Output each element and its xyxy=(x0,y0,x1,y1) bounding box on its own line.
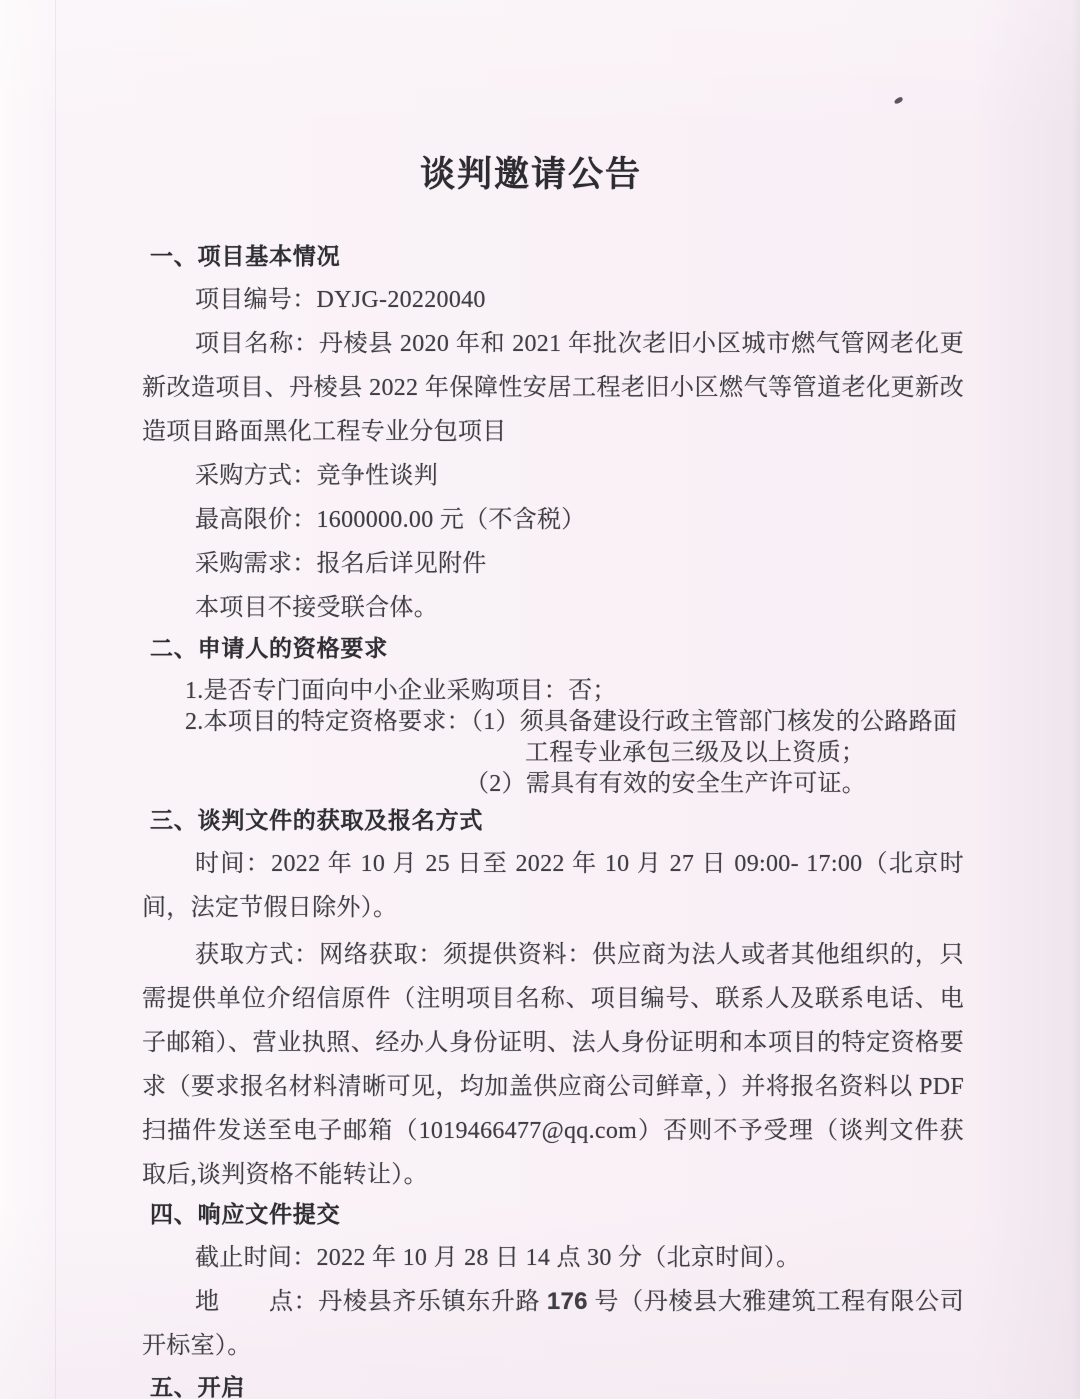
qualification-list xyxy=(142,676,964,800)
document-content xyxy=(142,0,964,1399)
section1-heading: 一、项目基本情况 xyxy=(150,243,341,269)
project-number: 项目编号：DYJG-20220040 xyxy=(195,287,486,313)
submission-location xyxy=(142,1280,964,1368)
qualification-line-2: 2.本项目的特定资格要求：（1）须具备建设行政主管部门核发的公路路面 xyxy=(185,709,958,735)
no-consortium-note: 本项目不接受联合体。 xyxy=(195,595,438,621)
location-text-pre: 地 点：丹棱县齐乐镇东升路 xyxy=(195,1289,547,1315)
section2-heading: 二、申请人的资格要求 xyxy=(150,635,388,661)
qualification-line-1: 1.是否专门面向中小企业采购项目：否； xyxy=(185,678,617,704)
scan-fold-line xyxy=(55,0,56,1399)
procurement-requirement: 采购需求：报名后详见附件 xyxy=(195,551,487,577)
location-street-number: 176 xyxy=(546,1288,588,1315)
location-text-post: 号（丹棱县大雅建筑工程有限公司开标室）。 xyxy=(142,1289,964,1359)
obtain-time: 时间：2022 年 10 月 25 日至 2022 年 10 月 27 日 09:00- 17:00（北京时间，法定节假日除外）。 xyxy=(142,851,964,921)
section3-heading: 三、谈判文件的获取及报名方式 xyxy=(150,807,484,833)
price-limit: 最高限价：1600000.00 元（不含税） xyxy=(195,507,586,533)
qualification-line-3: 工程专业承包三级及以上资质； xyxy=(525,740,866,766)
qualification-line-4: （2）需具有有效的安全生产许可证。 xyxy=(465,771,867,797)
project-name: 项目名称：丹棱县 2020 年和 2021 年批次老旧小区城市燃气管网老化更新改造项目、丹棱县 2022 年保障性安居工程老旧小区燃气等管道老化更新改造项目路面黑化工程专业分包项目 xyxy=(142,331,964,445)
section5-heading: 五、开启 xyxy=(150,1374,246,1399)
submission-deadline: 截止时间：2022 年 10 月 28 日 14 点 30 分（北京时间）。 xyxy=(195,1245,801,1271)
section4-heading: 四、响应文件提交 xyxy=(150,1201,341,1227)
obtain-method: 获取方式：网络获取：须提供资料：供应商为法人或者其他组织的，只需提供单位介绍信原件（注明项目名称、项目编号、联系人及联系电话、电子邮箱）、营业执照、经办人身份证明、法人身份证明和本项目的特定资格要求（要求报名材料清晰可见，均加盖供应商公司鲜章，）并将报名资料以 PDF 扫描件发送至电子邮箱（1019466477@qq.com）否则不予受理（谈判文件获取后,谈判资格不能转让）。 xyxy=(142,942,964,1188)
procurement-method: 采购方式：竞争性谈判 xyxy=(195,463,438,489)
document-title: 谈判邀请公告 xyxy=(419,155,642,194)
